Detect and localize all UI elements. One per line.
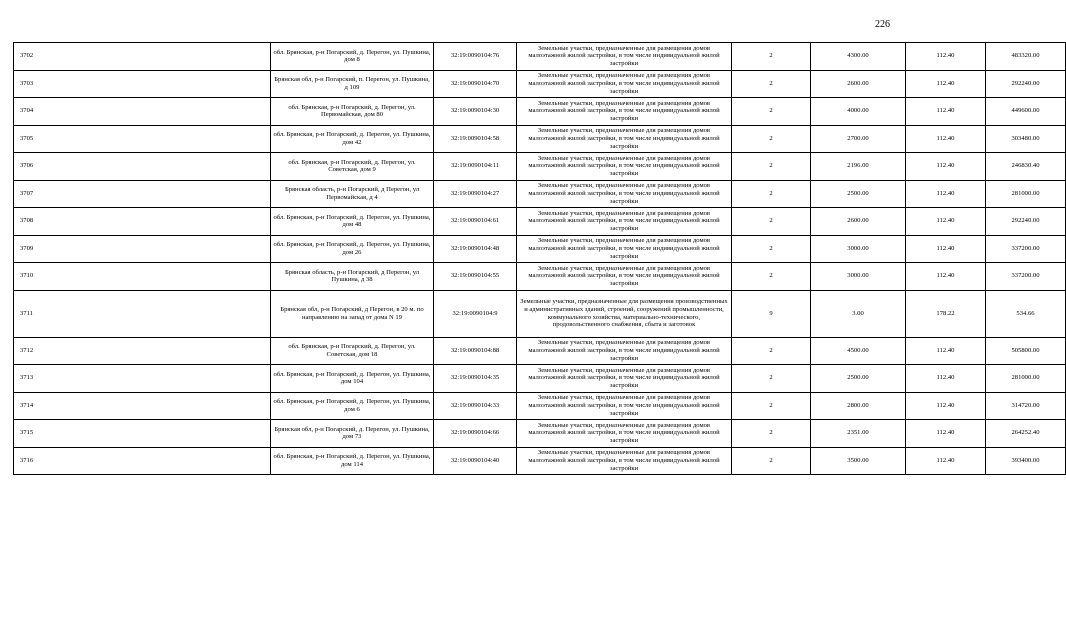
table-row — [14, 208, 1066, 236]
address-cell: Брянская обл, р-н Погарский, д Перегон, в 20 м. по направлению на запад от дома N 19 — [271, 290, 434, 337]
category-cell: 2 — [732, 125, 811, 153]
registry-table-body — [14, 43, 1066, 475]
address-cell: обл. Брянская, р-н Погарский, д. Перегон, ул. Пушкина, дом 42 — [271, 125, 434, 153]
category-cell: 2 — [732, 337, 811, 365]
land-registry-table — [13, 42, 1066, 475]
address-cell: обл. Брянская, р-н Погарский, д. Перегон, ул. Пушкина, дом 8 — [271, 43, 434, 71]
category-cell: 2 — [732, 98, 811, 126]
table-row — [14, 153, 1066, 181]
row-number: 3712 — [14, 337, 271, 365]
specific-value-cell: 112.40 — [906, 365, 986, 393]
row-number: 3705 — [14, 125, 271, 153]
address-cell: Брянская обл, р-н Погарский, п. Перегон, ул. Пушкина, д 109 — [271, 70, 434, 98]
area-cell: 2500.00 — [811, 180, 906, 208]
address-cell: обл. Брянская, р-н Погарский, д. Перегон, ул. Пушкина, дом 26 — [271, 235, 434, 263]
area-cell: 2500.00 — [811, 365, 906, 393]
area-cell: 4500.00 — [811, 337, 906, 365]
row-number: 3703 — [14, 70, 271, 98]
address-cell: Брянская обл, р-н Погарский, д. Перегон, ул. Пушкина, дом 73 — [271, 420, 434, 448]
category-cell: 2 — [732, 208, 811, 236]
specific-value-cell: 112.40 — [906, 337, 986, 365]
row-number: 3710 — [14, 263, 271, 291]
cadastral-number-cell: 32:19:0090104:30 — [434, 98, 517, 126]
table-row — [14, 43, 1066, 71]
area-cell: 3000.00 — [811, 263, 906, 291]
cadastral-number-cell: 32:19:0090104:35 — [434, 365, 517, 393]
cadastral-number-cell: 32:19:0090104:76 — [434, 43, 517, 71]
permitted-use-cell: Земельные участки, предназначенные для размещения производственных и административных зданий, строений, сооружений промышленности, коммунального хозяйства, материально-технического, продовольственного снабжения, сбыта и заготовок — [517, 290, 732, 337]
area-cell: 3000.00 — [811, 235, 906, 263]
cadastral-value-cell: 281000.00 — [986, 365, 1066, 393]
category-cell: 2 — [732, 420, 811, 448]
address-cell: обл. Брянская, р-н Погарский, д. Перегон, ул. Советская, дом 9 — [271, 153, 434, 181]
specific-value-cell: 112.40 — [906, 70, 986, 98]
specific-value-cell: 112.40 — [906, 263, 986, 291]
row-number: 3707 — [14, 180, 271, 208]
cadastral-number-cell: 32:19:0090104:40 — [434, 447, 517, 475]
permitted-use-cell: Земельные участки, предназначенные для размещения домов малоэтажной жилой застройки, в том числе индивидуальной жилой застройки — [517, 125, 732, 153]
table-row — [14, 365, 1066, 393]
cadastral-number-cell: 32:19:0090104:70 — [434, 70, 517, 98]
address-cell: Брянская область, р-н Погарский, д Перегон, ул Пушкина, д 38 — [271, 263, 434, 291]
table-row — [14, 98, 1066, 126]
area-cell: 2800.00 — [811, 392, 906, 420]
cadastral-number-cell: 32:19:0090104:33 — [434, 392, 517, 420]
cadastral-value-cell: 483320.00 — [986, 43, 1066, 71]
row-number: 3706 — [14, 153, 271, 181]
permitted-use-cell: Земельные участки, предназначенные для размещения домов малоэтажной жилой застройки, в том числе индивидуальной жилой застройки — [517, 235, 732, 263]
cadastral-value-cell: 292240.00 — [986, 208, 1066, 236]
category-cell: 2 — [732, 43, 811, 71]
row-number: 3716 — [14, 447, 271, 475]
area-cell: 2600.00 — [811, 208, 906, 236]
specific-value-cell: 112.40 — [906, 392, 986, 420]
area-cell: 4000.00 — [811, 98, 906, 126]
specific-value-cell: 112.40 — [906, 180, 986, 208]
cadastral-number-cell: 32:19:0090104:48 — [434, 235, 517, 263]
cadastral-value-cell: 264252.40 — [986, 420, 1066, 448]
cadastral-value-cell: 246830.40 — [986, 153, 1066, 181]
cadastral-number-cell: 32:19:0090104:55 — [434, 263, 517, 291]
specific-value-cell: 112.40 — [906, 153, 986, 181]
specific-value-cell: 178.22 — [906, 290, 986, 337]
specific-value-cell: 112.40 — [906, 420, 986, 448]
table-row — [14, 420, 1066, 448]
cadastral-value-cell: 337200.00 — [986, 263, 1066, 291]
address-cell: обл. Брянская, р-н Погарский, д. Перегон, ул. Пушкина, дом 104 — [271, 365, 434, 393]
specific-value-cell: 112.40 — [906, 208, 986, 236]
cadastral-value-cell: 281000.00 — [986, 180, 1066, 208]
permitted-use-cell: Земельные участки, предназначенные для размещения домов малоэтажной жилой застройки, в том числе индивидуальной жилой застройки — [517, 43, 732, 71]
category-cell: 2 — [732, 263, 811, 291]
row-number: 3704 — [14, 98, 271, 126]
permitted-use-cell: Земельные участки, предназначенные для размещения домов малоэтажной жилой застройки, в том числе индивидуальной жилой застройки — [517, 365, 732, 393]
cadastral-number-cell: 32:19:0090104:66 — [434, 420, 517, 448]
permitted-use-cell: Земельные участки, предназначенные для размещения домов малоэтажной жилой застройки, в том числе индивидуальной жилой застройки — [517, 337, 732, 365]
table-row — [14, 263, 1066, 291]
table-row — [14, 392, 1066, 420]
cadastral-value-cell: 393400.00 — [986, 447, 1066, 475]
address-cell: обл. Брянская, р-н Погарский, д. Перегон, ул. Пушкина, дом 48 — [271, 208, 434, 236]
category-cell: 2 — [732, 70, 811, 98]
specific-value-cell: 112.40 — [906, 447, 986, 475]
specific-value-cell: 112.40 — [906, 235, 986, 263]
table-row — [14, 70, 1066, 98]
area-cell: 2700.00 — [811, 125, 906, 153]
row-number: 3709 — [14, 235, 271, 263]
permitted-use-cell: Земельные участки, предназначенные для размещения домов малоэтажной жилой застройки, в том числе индивидуальной жилой застройки — [517, 447, 732, 475]
table-row — [14, 180, 1066, 208]
permitted-use-cell: Земельные участки, предназначенные для размещения домов малоэтажной жилой застройки, в том числе индивидуальной жилой застройки — [517, 263, 732, 291]
category-cell: 2 — [732, 235, 811, 263]
permitted-use-cell: Земельные участки, предназначенные для размещения домов малоэтажной жилой застройки, в том числе индивидуальной жилой застройки — [517, 153, 732, 181]
category-cell: 2 — [732, 180, 811, 208]
category-cell: 9 — [732, 290, 811, 337]
cadastral-value-cell: 303480.00 — [986, 125, 1066, 153]
table-row — [14, 447, 1066, 475]
table-row — [14, 337, 1066, 365]
category-cell: 2 — [732, 365, 811, 393]
area-cell: 4300.00 — [811, 43, 906, 71]
cadastral-number-cell: 32:19:0090104:27 — [434, 180, 517, 208]
row-number: 3713 — [14, 365, 271, 393]
row-number: 3714 — [14, 392, 271, 420]
address-cell: обл. Брянская, р-н Погарский, д. Перегон, ул. Первомайская, дом 80 — [271, 98, 434, 126]
row-number: 3715 — [14, 420, 271, 448]
address-cell: обл. Брянская, р-н Погарский, д. Перегон, ул. Советская, дом 18 — [271, 337, 434, 365]
row-number: 3708 — [14, 208, 271, 236]
permitted-use-cell: Земельные участки, предназначенные для размещения домов малоэтажной жилой застройки, в том числе индивидуальной жилой застройки — [517, 98, 732, 126]
specific-value-cell: 112.40 — [906, 98, 986, 126]
cadastral-value-cell: 505800.00 — [986, 337, 1066, 365]
address-cell: Брянская область, р-н Погарский, д Перегон, ул Первомайская, д 4 — [271, 180, 434, 208]
cadastral-number-cell: 32:19:0090104:9 — [434, 290, 517, 337]
cadastral-number-cell: 32:19:0090104:61 — [434, 208, 517, 236]
cadastral-value-cell: 337200.00 — [986, 235, 1066, 263]
permitted-use-cell: Земельные участки, предназначенные для размещения домов малоэтажной жилой застройки, в том числе индивидуальной жилой застройки — [517, 392, 732, 420]
table-row — [14, 235, 1066, 263]
category-cell: 2 — [732, 447, 811, 475]
permitted-use-cell: Земельные участки, предназначенные для размещения домов малоэтажной жилой застройки, в том числе индивидуальной жилой застройки — [517, 420, 732, 448]
specific-value-cell: 112.40 — [906, 43, 986, 71]
address-cell: обл. Брянская, р-н Погарский, д. Перегон, ул. Пушкина, дом 114 — [271, 447, 434, 475]
area-cell: 2196.00 — [811, 153, 906, 181]
table-row — [14, 125, 1066, 153]
area-cell: 3.00 — [811, 290, 906, 337]
category-cell: 2 — [732, 392, 811, 420]
area-cell: 2600.00 — [811, 70, 906, 98]
area-cell: 3500.00 — [811, 447, 906, 475]
cadastral-number-cell: 32:19:0090104:11 — [434, 153, 517, 181]
address-cell: обл. Брянская, р-н Погарский, д. Перегон, ул. Пушкина, дом 6 — [271, 392, 434, 420]
area-cell: 2351.00 — [811, 420, 906, 448]
permitted-use-cell: Земельные участки, предназначенные для размещения домов малоэтажной жилой застройки, в том числе индивидуальной жилой застройки — [517, 180, 732, 208]
cadastral-number-cell: 32:19:0090104:88 — [434, 337, 517, 365]
permitted-use-cell: Земельные участки, предназначенные для размещения домов малоэтажной жилой застройки, в том числе индивидуальной жилой застройки — [517, 208, 732, 236]
cadastral-value-cell: 292240.00 — [986, 70, 1066, 98]
specific-value-cell: 112.40 — [906, 125, 986, 153]
cadastral-value-cell: 534.66 — [986, 290, 1066, 337]
cadastral-number-cell: 32:19:0090104:58 — [434, 125, 517, 153]
permitted-use-cell: Земельные участки, предназначенные для размещения домов малоэтажной жилой застройки, в том числе индивидуальной жилой застройки — [517, 70, 732, 98]
table-row — [14, 290, 1066, 337]
page-number: 226 — [875, 19, 890, 30]
category-cell: 2 — [732, 153, 811, 181]
cadastral-value-cell: 449600.00 — [986, 98, 1066, 126]
cadastral-value-cell: 314720.00 — [986, 392, 1066, 420]
row-number: 3702 — [14, 43, 271, 71]
row-number: 3711 — [14, 290, 271, 337]
